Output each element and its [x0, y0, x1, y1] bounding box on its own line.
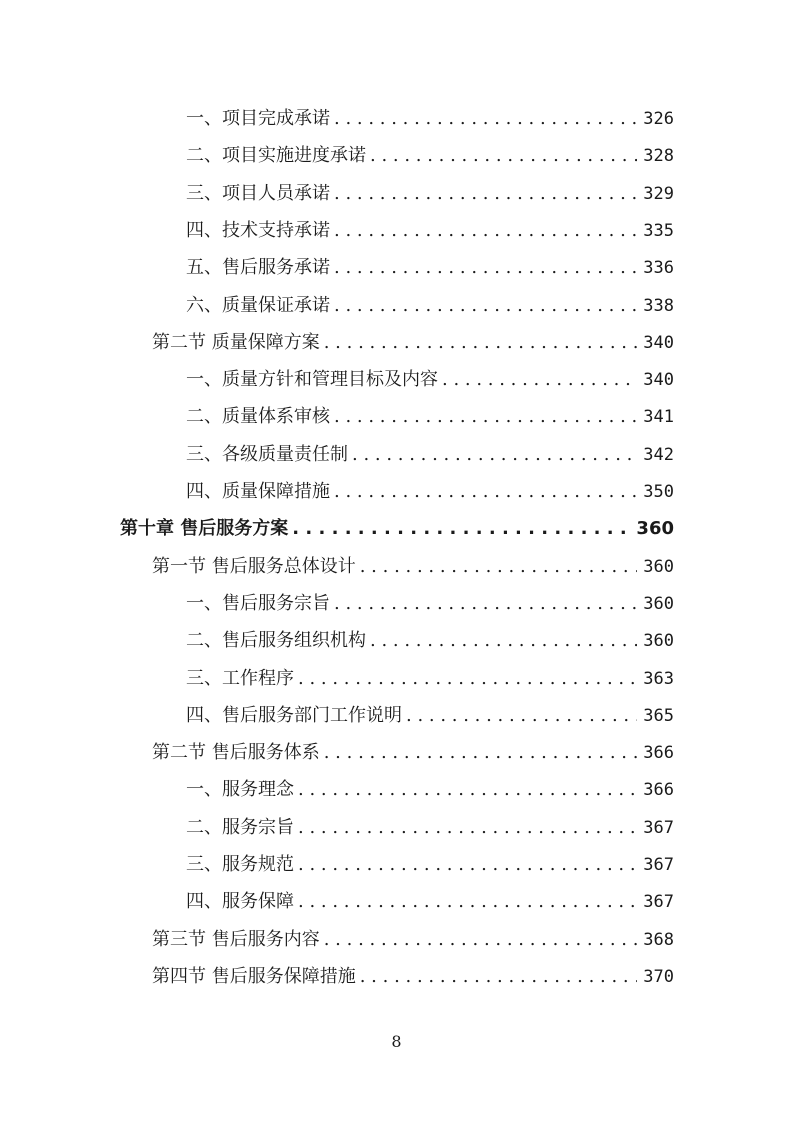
toc-entry-title: 四、服务保障	[186, 891, 294, 913]
toc-entry-page-number: 366	[643, 743, 674, 764]
dot-leader	[406, 697, 637, 734]
dot-leader	[334, 100, 637, 137]
toc-entry[interactable]	[186, 660, 674, 697]
dot-leader	[360, 548, 638, 585]
toc-entry-page-number: 340	[643, 332, 674, 353]
toc-entry-page-number: 360	[636, 518, 674, 540]
toc-entry[interactable]	[186, 809, 674, 846]
toc-entry-title: 一、项目完成承诺	[186, 108, 330, 129]
toc-entry-title: 二、质量体系审核	[186, 406, 330, 428]
dot-leader	[324, 324, 638, 361]
toc-entry-page-number: 360	[643, 631, 674, 652]
toc-entry[interactable]	[186, 883, 674, 920]
toc-entry[interactable]	[186, 249, 674, 286]
toc-entry-title: 第二节 质量保障方案	[152, 331, 320, 353]
dot-leader	[334, 398, 637, 435]
toc-entry[interactable]	[186, 436, 674, 473]
dot-leader	[292, 510, 630, 547]
toc-entry-title: 第四节 售后服务保障措施	[152, 965, 356, 987]
toc-entry-page-number: 340	[643, 370, 674, 391]
toc-entry-title: 二、项目实施进度承诺	[186, 145, 366, 167]
toc-entry-title: 三、各级质量责任制	[186, 443, 348, 465]
toc-entry-title: 五、售后服务承诺	[186, 257, 330, 279]
toc-entry-page-number: 350	[643, 482, 674, 502]
toc-entry[interactable]	[186, 697, 674, 734]
toc-entry[interactable]	[186, 100, 674, 137]
toc-entry-page-number: 328	[643, 146, 674, 167]
dot-leader	[442, 361, 637, 398]
toc-entry[interactable]	[186, 622, 674, 659]
toc-entry-title: 四、质量保障措施	[186, 481, 330, 502]
toc-entry-page-number: 329	[643, 183, 674, 204]
dot-leader	[334, 585, 637, 622]
toc-entry-page-number: 365	[643, 705, 674, 726]
toc-entry-title: 四、售后服务部门工作说明	[186, 704, 402, 726]
toc-entry-page-number: 360	[643, 556, 674, 577]
toc-entry-page-number: 335	[643, 220, 674, 241]
toc-entry[interactable]	[186, 175, 674, 212]
toc-entry-title: 一、售后服务宗旨	[186, 592, 330, 614]
toc-entry-title: 一、服务理念	[186, 779, 294, 801]
toc-entry[interactable]	[186, 846, 674, 883]
dot-leader	[334, 212, 637, 249]
toc-entry[interactable]	[186, 585, 674, 622]
dot-leader	[352, 436, 637, 473]
toc-entry-page-number: 363	[643, 668, 674, 689]
toc-entry-title: 六、质量保证承诺	[186, 294, 330, 316]
toc-entry-title: 三、服务规范	[186, 854, 294, 875]
dot-leader	[298, 771, 637, 808]
toc-entry[interactable]	[152, 324, 674, 361]
toc-entry[interactable]	[186, 473, 674, 510]
toc-entry-page-number: 342	[643, 444, 674, 465]
toc-entry[interactable]	[152, 921, 674, 958]
dot-leader	[370, 622, 637, 659]
dot-leader	[298, 883, 637, 920]
toc-entry-title: 三、工作程序	[186, 667, 294, 689]
dot-leader	[324, 734, 638, 771]
dot-leader	[324, 921, 638, 958]
toc-entry-title: 一、质量方针和管理目标及内容	[186, 369, 438, 391]
toc-entry-page-number: 341	[643, 407, 674, 428]
toc-entry-page-number: 368	[643, 929, 674, 950]
dot-leader	[298, 846, 637, 883]
toc-entry-title: 第一节 售后服务总体设计	[152, 555, 356, 577]
dot-leader	[334, 473, 637, 510]
toc-entry[interactable]	[186, 398, 674, 435]
toc-entry[interactable]	[152, 548, 674, 585]
toc-entry-title: 第十章 售后服务方案	[120, 518, 289, 540]
dot-leader	[334, 287, 637, 324]
toc-entry-title: 二、售后服务组织机构	[186, 630, 366, 652]
toc-entry-page-number: 360	[643, 593, 674, 614]
dot-leader	[298, 660, 637, 697]
dot-leader	[360, 958, 638, 995]
toc-entry[interactable]	[186, 137, 674, 174]
toc-entry-page-number: 326	[643, 109, 674, 129]
toc-entry[interactable]	[186, 287, 674, 324]
dot-leader	[298, 809, 637, 846]
toc-entry[interactable]	[152, 734, 674, 771]
toc-entry-page-number: 366	[643, 780, 674, 801]
toc-entry[interactable]	[152, 958, 674, 995]
toc-entry[interactable]	[186, 212, 674, 249]
toc-entry-title: 三、项目人员承诺	[186, 182, 330, 204]
toc-entry-page-number: 367	[643, 855, 674, 875]
toc-entry-title: 二、服务宗旨	[186, 816, 294, 838]
toc-entry-page-number: 370	[643, 966, 674, 987]
toc-entry-title: 四、技术支持承诺	[186, 219, 330, 241]
page-number: 8	[391, 1032, 402, 1051]
dot-leader	[370, 137, 637, 174]
toc-entry-title: 第二节 售后服务体系	[152, 742, 320, 764]
dot-leader	[334, 175, 637, 212]
toc-entry[interactable]	[186, 771, 674, 808]
dot-leader	[334, 249, 637, 286]
toc-entry-page-number: 338	[643, 295, 674, 316]
toc-entry[interactable]	[120, 510, 674, 547]
toc-entry-page-number: 367	[643, 817, 674, 838]
toc-entry-page-number: 336	[643, 258, 674, 279]
toc-entry[interactable]	[186, 361, 674, 398]
toc-entry-page-number: 367	[643, 892, 674, 913]
toc-entry-title: 第三节 售后服务内容	[152, 928, 320, 950]
